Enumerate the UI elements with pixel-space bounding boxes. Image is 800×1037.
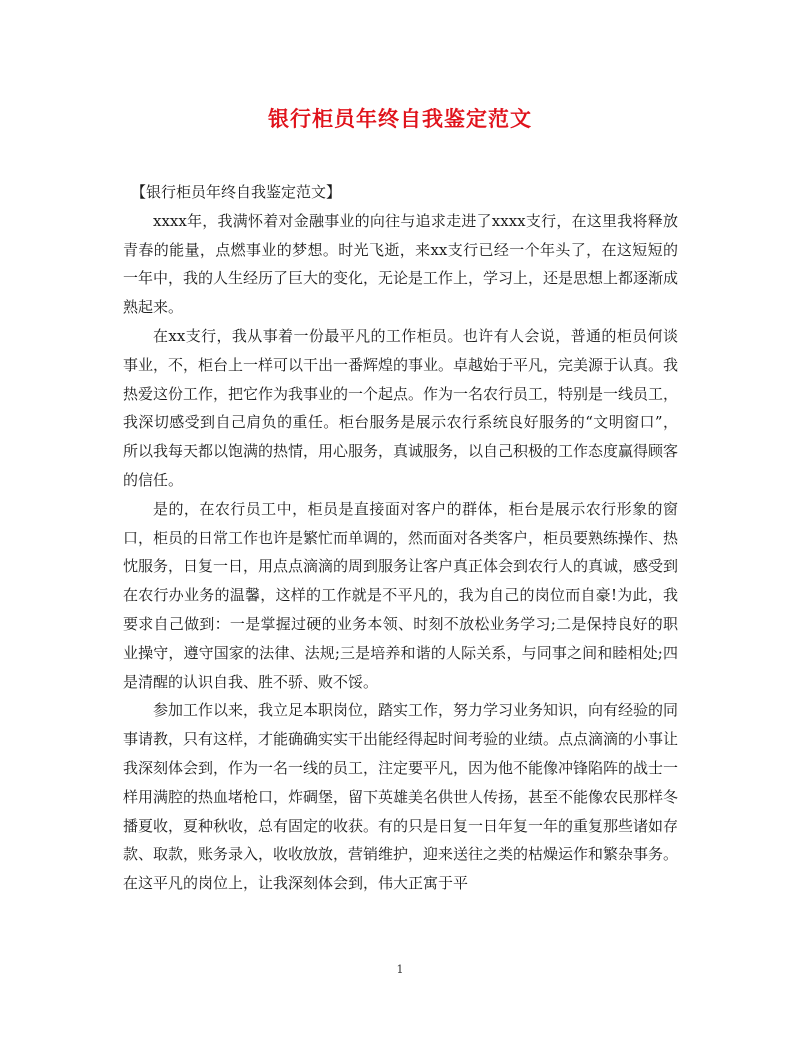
document-body <box>123 178 678 898</box>
paragraph-4: 参加工作以来，我立足本职岗位，踏实工作，努力学习业务知识，向有经验的同事请教，只有这样，才能确确实实干出能经得起时间考验的业绩。点点滴滴的小事让我深刻体会到，作为一名一线的员工，注定要平凡，因为他不能像冲锋陷阵的战士一样用满腔的热血堵枪口，炸碉堡，留下英雄美名供世人传扬，甚至不能像农民那样冬播夏收，夏种秋收，总有固定的收获。有的只是日复一日年复一年的重复那些诸如存款、取款，账务录入，收收放放，营销维护，迎来送往之类的枯燥运作和繁杂事务。在这平凡的岗位上，让我深刻体会到，伟大正寓于平 <box>123 701 679 893</box>
document-title: 银行柜员年终自我鉴定范文 <box>268 107 532 131</box>
page-number: 1 <box>396 963 404 976</box>
paragraph-3: 是的，在农行员工中，柜员是直接面对客户的群体，柜台是展示农行形象的窗口，柜员的日常工作也许是繁忙而单调的，然而面对各类客户，柜员要熟练操作、热忱服务，日复一日，用点点滴滴的周到服务让客户真正体会到农行人的真诚，感受到在农行办业务的温馨，这样的工作就是不平凡的，我为自己的岗位而自豪!为此，我要求自己做到：一是掌握过硬的业务本领、时刻不放松业务学习;二是保持良好的职业操守，遵守国家的法律、法规;三是培养和谐的人际关系，与同事之间和睦相处;四是清醒的认识自我、胜不骄、败不馁。 <box>123 499 679 691</box>
section-heading: 【银行柜员年终自我鉴定范文】 <box>131 183 342 201</box>
paragraph-1: xxxx年，我满怀着对金融事业的向往与追求走进了xxxx支行，在这里我将释放青春的能量，点燃事业的梦想。时光飞逝，来xx支行已经一个年头了，在这短短的一年中，我的人生经历了巨大的变化，无论是工作上，学习上，还是思想上都逐渐成熟起来。 <box>123 211 679 317</box>
paragraph-2: 在xx支行，我从事着一份最平凡的工作柜员。也许有人会说，普通的柜员何谈事业，不，柜台上一样可以干出一番辉煌的事业。卓越始于平凡，完美源于认真。我热爱这份工作，把它作为我事业的一个起点。作为一名农行员工，特别是一线员工，我深切感受到自己肩负的重任。柜台服务是展示农行系统良好服务的“文明窗口”，所以我每天都以饱满的热情，用心服务，真诚服务，以自己积极的工作态度赢得顾客的信任。 <box>123 326 679 489</box>
